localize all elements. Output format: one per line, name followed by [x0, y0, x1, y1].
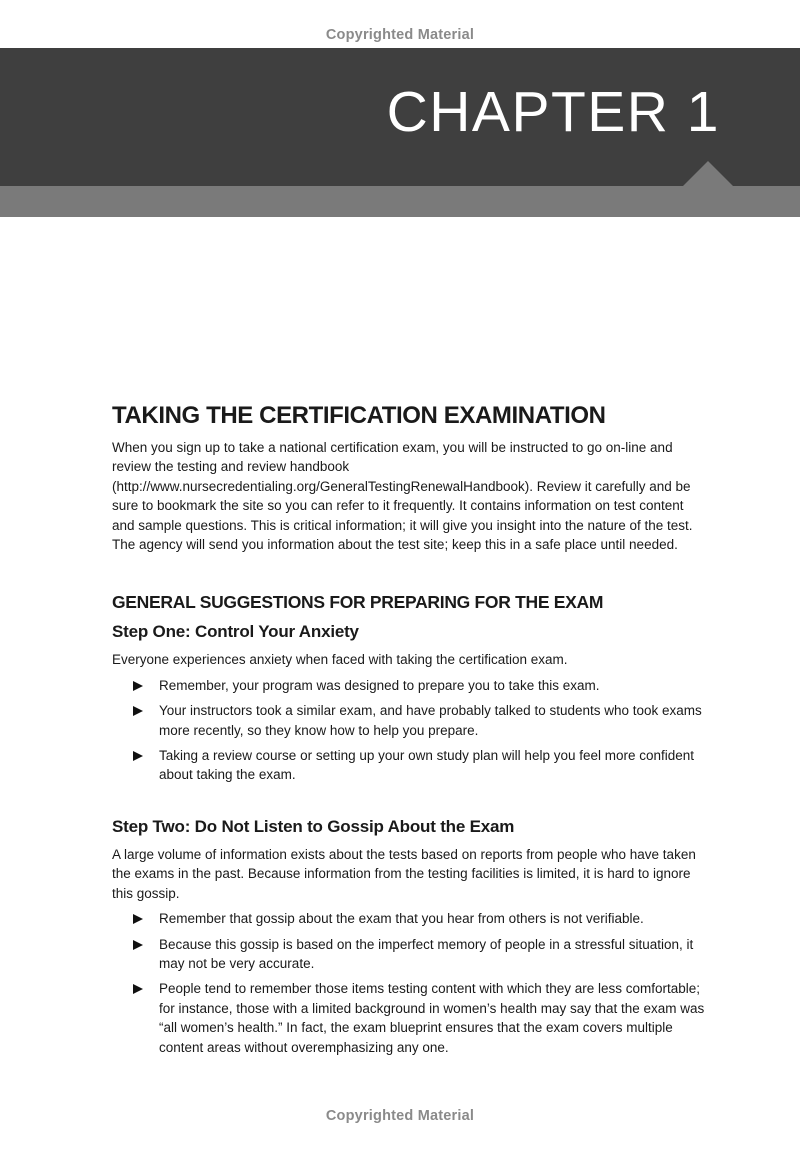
chapter-title: CHAPTER 1	[386, 80, 720, 144]
copyright-header: Copyrighted Material	[325, 27, 475, 43]
list-item	[112, 676, 708, 695]
step-one-heading: Step One: Control Your Anxiety	[112, 622, 359, 642]
step-one-intro: Everyone experiences anxiety when faced with taking the certification exam.	[112, 652, 568, 668]
chapter-banner-stripe	[0, 186, 800, 217]
list-item	[112, 701, 708, 740]
list-item	[112, 935, 708, 974]
page-body	[112, 400, 708, 1063]
triangle-bullet-icon	[133, 681, 143, 691]
step-one-bullet-list	[112, 676, 708, 785]
bullet-text: Taking a review course or setting up your own study plan will help you feel more confident about taking the exam.	[159, 748, 695, 783]
bullet-text: Remember that gossip about the exam that you hear from others is not verifiable.	[159, 911, 644, 927]
section-heading-general-suggestions: GENERAL SUGGESTIONS FOR PREPARING FOR THE EXAM	[112, 592, 604, 613]
step-two-intro: A large volume of information exists about the tests based on reports from people who have taken the exams in the past. Because information from the testing facilities is limited, it is hard to ignore this gossip.	[112, 846, 696, 901]
bullet-text: Your instructors took a similar exam, and have probably talked to students who took exams more recently, so they know how to help you prepare.	[159, 703, 702, 738]
section-heading-certification: TAKING THE CERTIFICATION EXAMINATION	[112, 402, 606, 429]
bullet-text: People tend to remember those items testing content with which they are less comfortable; for instance, those with a limited background in women’s health may say that the exam was “all women’s health.” In fact, the exam blueprint ensures that the exam covers multiple content areas without overemphasizing any one.	[159, 981, 705, 1055]
triangle-bullet-icon	[133, 914, 143, 924]
bullet-text: Because this gossip is based on the imperfect memory of people in a stressful situation, it may not be very accurate.	[159, 936, 694, 971]
section-intro-paragraph: When you sign up to take a national certification exam, you will be instructed to go on-line and review the testing and review handbook (http://www.nursecredentialing.org/GeneralTestingRenewalHandbook). Review it carefully and be sure to bookmark the site so you can refer to it frequently. It contains information on test content and sample questions. This is critical information; it will give you insight into the nature of the test. The agency will send you information about the test site; keep this in a safe place until needed.	[112, 440, 693, 553]
triangle-bullet-icon	[133, 940, 143, 950]
step-two-heading: Step Two: Do Not Listen to Gossip About the Exam	[112, 816, 515, 836]
list-item	[112, 979, 708, 1057]
banner-notch-decoration	[683, 161, 733, 186]
triangle-bullet-icon	[133, 984, 143, 994]
list-item	[112, 746, 708, 785]
copyright-footer: Copyrighted Material	[325, 1108, 475, 1124]
step-two-bullet-list	[112, 909, 708, 1057]
triangle-bullet-icon	[133, 706, 143, 716]
list-item	[112, 909, 708, 928]
triangle-bullet-icon	[133, 751, 143, 761]
bullet-text: Remember, your program was designed to prepare you to take this exam.	[159, 677, 600, 693]
